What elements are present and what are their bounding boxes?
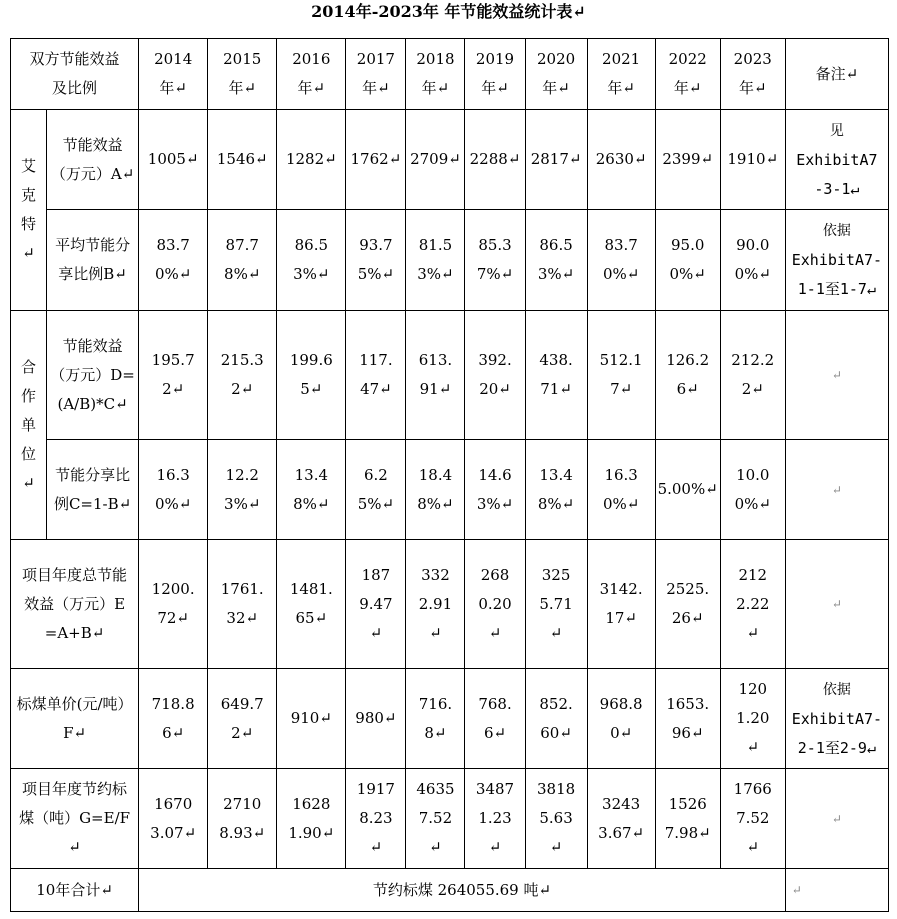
cell: 195.72↵: [139, 311, 208, 440]
cell: 46357.52↵: [406, 769, 465, 869]
cell: 27108.93↵: [208, 769, 277, 869]
cell: 438.71↵: [525, 311, 587, 440]
cell: 980↵: [346, 669, 406, 769]
page-title: 2014年-2023年 年节能效益统计表↵: [311, 2, 586, 21]
cell: 6.25%↵: [346, 440, 406, 540]
year-2019: 2019年↵: [465, 39, 525, 110]
cell: 1546↵: [208, 110, 277, 210]
cell: 12.23%↵: [208, 440, 277, 540]
year-2018: 2018年↵: [406, 39, 465, 110]
row-f: [11, 669, 889, 769]
year-2022: 2022年↵: [655, 39, 720, 110]
total-note: ↵: [785, 869, 888, 912]
total-row: [11, 869, 889, 912]
cell: 32433.67↵: [587, 769, 655, 869]
cell: 117.47↵: [346, 311, 406, 440]
group-partner: 合作单位↵: [11, 311, 47, 540]
cell: 16.30%↵: [587, 440, 655, 540]
cell: 968.80↵: [587, 669, 655, 769]
cell: 2817↵: [525, 110, 587, 210]
note-a: 见 ExhibitA7-3-1↵: [785, 110, 888, 210]
label-f: 标煤单价(元/吨）F↵: [11, 669, 139, 769]
cell: 716.8↵: [406, 669, 465, 769]
header-row: [11, 39, 889, 110]
note-e: ↵: [785, 540, 888, 669]
note-header: 备注↵: [785, 39, 888, 110]
label-g: 项目年度节约标煤（吨）G=E/F↵: [11, 769, 139, 869]
cell: 3255.71↵: [525, 540, 587, 669]
year-2020: 2020年↵: [525, 39, 587, 110]
group-aikete: 艾克特↵: [11, 110, 47, 311]
cell: 392.20↵: [465, 311, 525, 440]
cell: 34871.23↵: [465, 769, 525, 869]
cell: 1282↵: [277, 110, 346, 210]
cell: 212.22↵: [720, 311, 785, 440]
cell: 86.53%↵: [525, 210, 587, 311]
cell: 19178.23↵: [346, 769, 406, 869]
note-f: 依据 ExhibitA7-2-1至2-9↵: [785, 669, 888, 769]
cell: 1481.65↵: [277, 540, 346, 669]
cell: 1005↵: [139, 110, 208, 210]
cell: 86.53%↵: [277, 210, 346, 311]
cell: 768.6↵: [465, 669, 525, 769]
cell: 1653.96↵: [655, 669, 720, 769]
label-a: 节能效益（万元）A↵: [47, 110, 139, 210]
cell: 2288↵: [465, 110, 525, 210]
cell: 3142.17↵: [587, 540, 655, 669]
cell: 1201.20↵: [720, 669, 785, 769]
cell: 10.00%↵: [720, 440, 785, 540]
cell: 126.26↵: [655, 311, 720, 440]
row-g: [11, 769, 889, 869]
year-2021: 2021年↵: [587, 39, 655, 110]
cell: 2525.26↵: [655, 540, 720, 669]
cell: 2680.20↵: [465, 540, 525, 669]
cell: 15267.98↵: [655, 769, 720, 869]
total-value: 节约标煤 264055.69 吨↵: [139, 869, 786, 912]
cell: 649.72↵: [208, 669, 277, 769]
cell: 38185.63↵: [525, 769, 587, 869]
cell: 613.91↵: [406, 311, 465, 440]
label-e: 项目年度总节能效益（万元）E=A+B↵: [11, 540, 139, 669]
cell: 5.00%↵: [655, 440, 720, 540]
cell: 87.78%↵: [208, 210, 277, 311]
note-g: ↵: [785, 769, 888, 869]
cell: 16281.90↵: [277, 769, 346, 869]
cell: 1910↵: [720, 110, 785, 210]
cell: 1762↵: [346, 110, 406, 210]
row-c: [11, 440, 889, 540]
row-d: [11, 311, 889, 440]
note-d: ↵: [785, 311, 888, 440]
note-b: 依据 ExhibitA7-1-1至1-7↵: [785, 210, 888, 311]
cell: 1761.32↵: [208, 540, 277, 669]
cell: 2630↵: [587, 110, 655, 210]
cell: 16703.07↵: [139, 769, 208, 869]
cell: 2122.22↵: [720, 540, 785, 669]
cell: 215.32↵: [208, 311, 277, 440]
cell: 1879.47↵: [346, 540, 406, 669]
cell: 2709↵: [406, 110, 465, 210]
cell: 512.17↵: [587, 311, 655, 440]
year-2017: 2017年↵: [346, 39, 406, 110]
cell: 1200.72↵: [139, 540, 208, 669]
cell: 3322.91↵: [406, 540, 465, 669]
cell: 718.86↵: [139, 669, 208, 769]
cell: 81.53%↵: [406, 210, 465, 311]
energy-savings-table: [10, 38, 889, 912]
year-2023: 2023年↵: [720, 39, 785, 110]
cell: 83.70%↵: [139, 210, 208, 311]
cell: 85.37%↵: [465, 210, 525, 311]
cell: 95.00%↵: [655, 210, 720, 311]
cell: 199.65↵: [277, 311, 346, 440]
cell: 90.00%↵: [720, 210, 785, 311]
year-2016: 2016年↵: [277, 39, 346, 110]
total-label: 10年合计↵: [11, 869, 139, 912]
cell: 2399↵: [655, 110, 720, 210]
cell: 16.30%↵: [139, 440, 208, 540]
label-c: 节能分享比例C=1-B↵: [47, 440, 139, 540]
cell: 13.48%↵: [525, 440, 587, 540]
label-b: 平均节能分享比例B↵: [47, 210, 139, 311]
row-b: [11, 210, 889, 311]
cell: 18.48%↵: [406, 440, 465, 540]
cell: 17667.52↵: [720, 769, 785, 869]
year-2015: 2015年↵: [208, 39, 277, 110]
header-label: 双方节能效益及比例: [11, 39, 139, 110]
row-e: [11, 540, 889, 669]
cell: 13.48%↵: [277, 440, 346, 540]
cell: 14.63%↵: [465, 440, 525, 540]
cell: 93.75%↵: [346, 210, 406, 311]
cell: 83.70%↵: [587, 210, 655, 311]
cell: 852.60↵: [525, 669, 587, 769]
cell: 910↵: [277, 669, 346, 769]
row-a: [11, 110, 889, 210]
label-d: 节能效益（万元）D=(A/B)*C↵: [47, 311, 139, 440]
year-2014: 2014年↵: [139, 39, 208, 110]
note-c: ↵: [785, 440, 888, 540]
